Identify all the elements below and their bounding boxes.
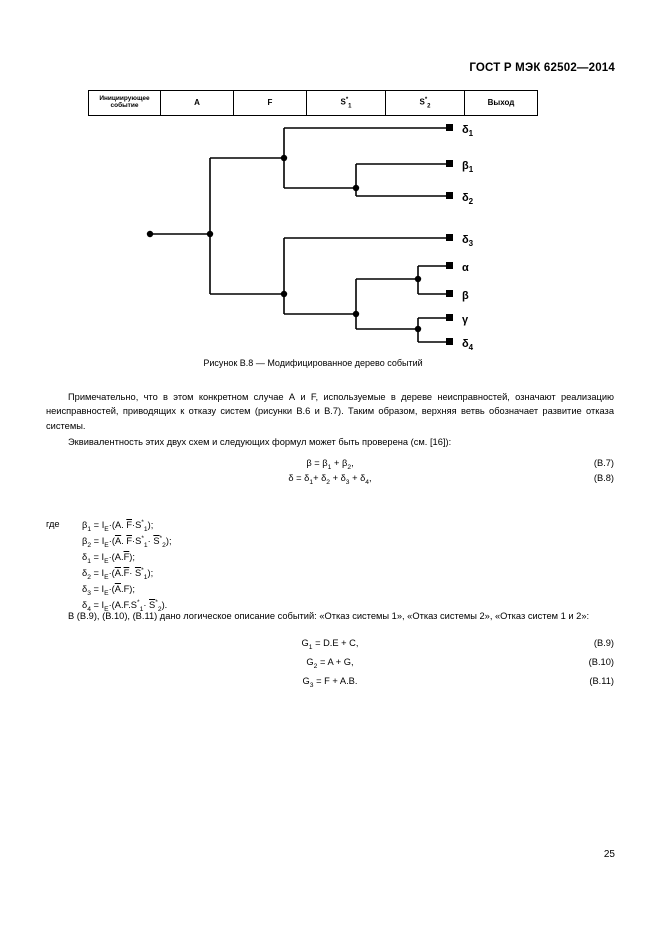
- column-header-s1: $S^*_1$: [307, 91, 386, 116]
- where-item: $\delta_2 = I_E\cdot(\overline{A}.\overline{F}\cdot \overline{S}^*_1)$;: [82, 567, 154, 582]
- where-item: $\beta_2 = I_E\cdot(\overline{A}$. $\overline{F}\cdot S^*_1\cdot \overline{S}^*_2$);: [82, 535, 172, 550]
- svg-text:γ: γ: [462, 314, 469, 326]
- event-tree-diagram: [88, 90, 538, 368]
- formula-number-b10: (В.10): [588, 657, 614, 667]
- formula-group-2: [46, 638, 614, 695]
- paragraph-3: В (В.9), (В.10), (В.11) дано логическое описание событий: «Отказ системы 1», «Отказ системы 2», «Отказ систем 1 и 2»:: [68, 611, 590, 622]
- formula-row: [46, 473, 614, 488]
- paragraph-2: Эквивалентность этих двух схем и следующих формул может быть проверена (см. [16]):: [68, 437, 452, 448]
- where-label: где: [46, 519, 60, 529]
- svg-text:δ3: $\delta_3$: [462, 234, 474, 248]
- formula-group-1: [46, 458, 614, 488]
- event-tree-column-headers: [88, 90, 538, 116]
- formula-b11: $G_3 = F + A.B$.: [302, 676, 358, 689]
- column-header-output: Выход: [465, 91, 538, 116]
- formula-b7: $\beta = \beta_1 + \beta_2$,: [306, 458, 354, 471]
- formula-number-b8: (В.8): [593, 473, 614, 483]
- paragraph-3-wrapper: [46, 600, 614, 633]
- formula-row: [46, 676, 614, 695]
- where-item: $\delta_1 = I_E\cdot(A.\overline{F})$;: [82, 551, 135, 565]
- svg-text:δ2: $\delta_2$: [462, 192, 474, 206]
- document-header: ГОСТ Р МЭК 62502—2014: [469, 62, 615, 74]
- svg-text:α: α: [462, 262, 469, 274]
- paragraph-1: Примечательно, что в этом конкретном случае А и F, используемые в дереве неисправностей, означают реализацию неисправностей, приводящих к отказу систем (рисунки В.6 и В.7). Таким образом, верхняя ветвь обозначает развитие отказа системы.: [46, 392, 614, 431]
- svg-text:δ1: $\delta_1$: [462, 124, 474, 138]
- formula-number-b7: (В.7): [593, 458, 614, 468]
- where-item: $\beta_1 = I_E\cdot(A$. $\overline{F}\cdot S^*_1$);: [82, 519, 154, 533]
- where-item: $\delta_3 = I_E\cdot(\overline{A}.F)$;: [82, 583, 135, 597]
- page-number: 25: [603, 849, 615, 860]
- column-header-s2: $S^*_2$: [386, 91, 465, 116]
- formula-b9: $G_1 = D.E + C$,: [301, 638, 359, 651]
- where-item: $\delta_4 = I_E\cdot(A.F.S^*_1\cdot \overline{S}^*_2)$.: [82, 599, 168, 614]
- column-header-initiating-event: Инициирующее событие: [89, 91, 161, 116]
- body-paragraphs: [46, 390, 614, 452]
- formula-number-b11: (В.11): [589, 676, 614, 686]
- formula-b10: $G_2 = A + G$,: [306, 657, 354, 670]
- formula-row: [46, 638, 614, 657]
- column-header-f: F: [234, 91, 307, 116]
- figure-caption: Рисунок В.8 — Модифицированное дерево событий: [203, 358, 423, 368]
- formula-b8: $\delta = \delta_1+ \delta_2 + \delta_3 + \delta_4$,: [288, 473, 372, 486]
- formula-row: [46, 657, 614, 676]
- column-header-a: A: [161, 91, 234, 116]
- svg-text:β1: $\beta_1$: [462, 160, 474, 174]
- event-tree-graphic: [88, 114, 538, 354]
- formula-row: [46, 458, 614, 473]
- formula-number-b9: (В.9): [593, 638, 614, 648]
- svg-text:δ4: $\delta_4$: [462, 338, 474, 352]
- svg-text:β: β: [462, 290, 469, 302]
